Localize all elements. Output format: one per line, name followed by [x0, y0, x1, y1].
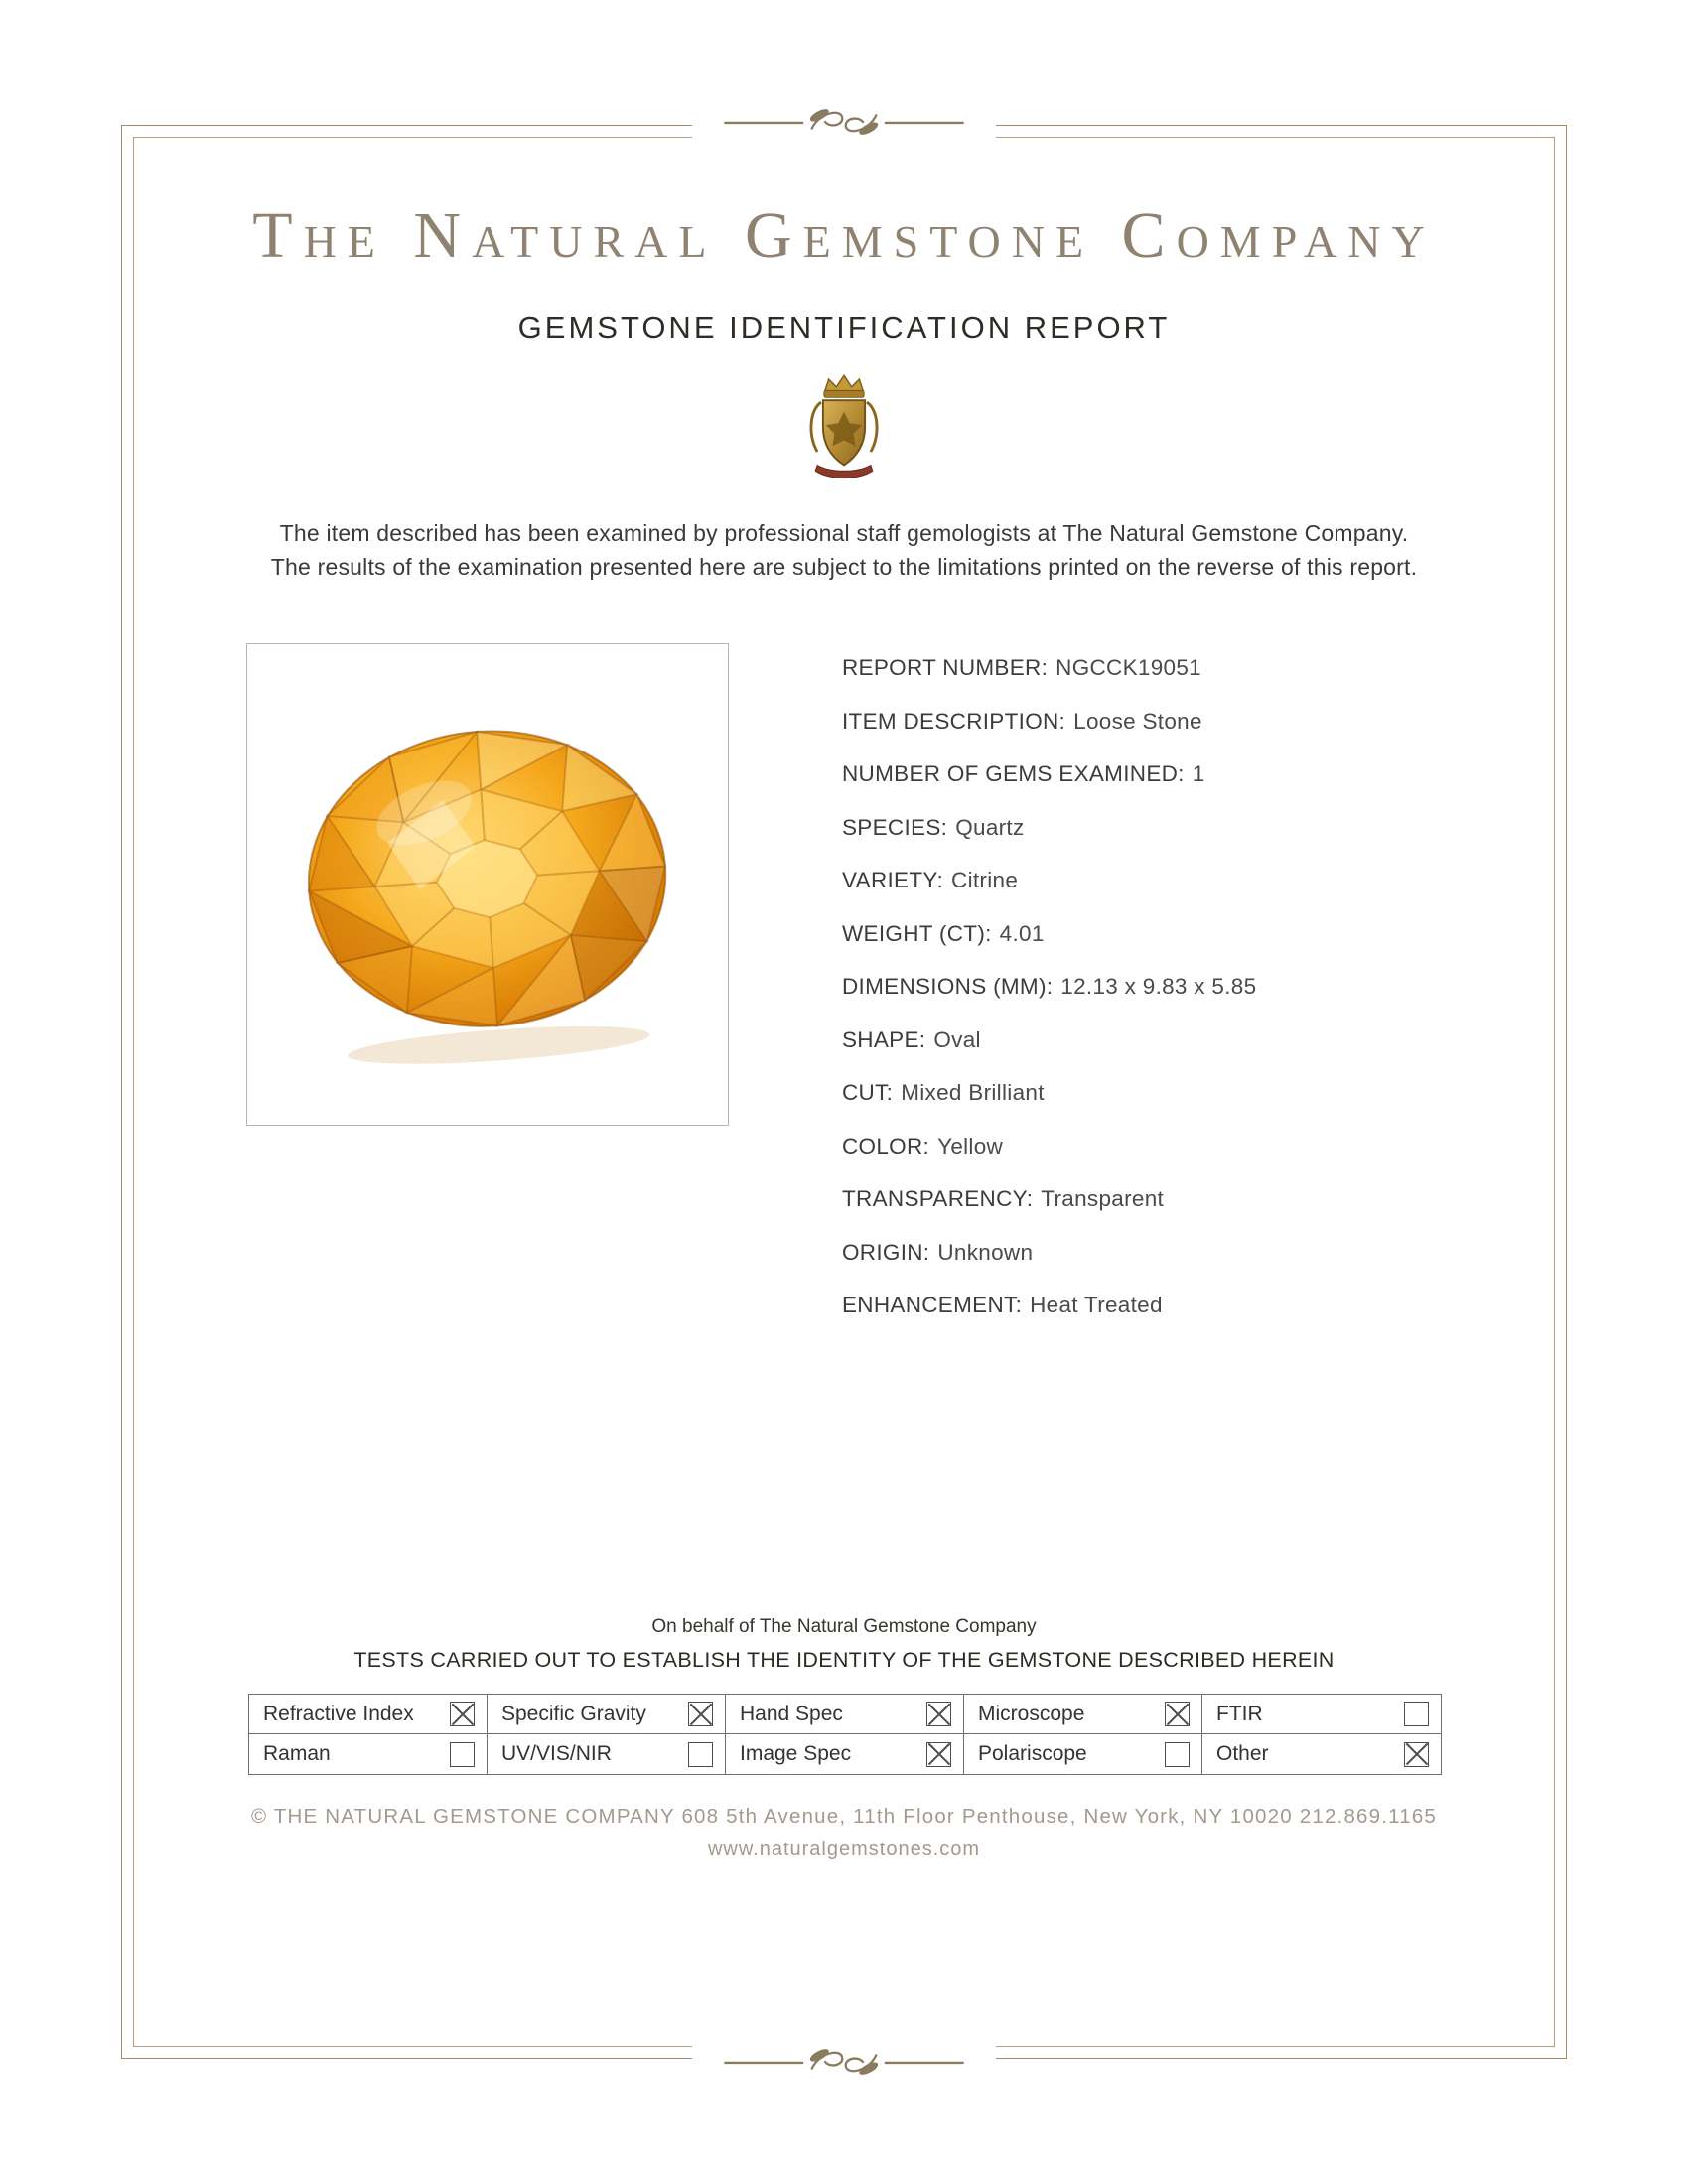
field-label: VARIETY:	[842, 868, 944, 892]
field-label: CUT:	[842, 1080, 894, 1105]
field-value: Heat Treated	[1030, 1293, 1163, 1317]
test-checkbox	[688, 1742, 713, 1767]
field-value: Oval	[933, 1026, 981, 1052]
intro-line-1: The item described has been examined by professional staff gemologists at The Natural Gemstone Company.	[279, 520, 1409, 546]
test-checkbox	[450, 1702, 475, 1726]
field-value: Unknown	[937, 1239, 1034, 1265]
field-label: REPORT NUMBER:	[842, 655, 1049, 680]
field-dimensions	[842, 976, 1537, 999]
test-label: Image Spec	[740, 1742, 852, 1765]
test-label: Polariscope	[978, 1742, 1087, 1765]
test-checkbox	[926, 1702, 951, 1726]
company-crest-icon	[0, 371, 1688, 486]
test-label: Refractive Index	[263, 1702, 414, 1725]
intro-paragraph	[149, 516, 1539, 584]
field-label: ORIGIN:	[842, 1239, 930, 1265]
gemstone-photo	[246, 643, 729, 1126]
test-label: Microscope	[978, 1702, 1085, 1725]
field-color	[842, 1133, 1537, 1159]
citrine-gem-image	[262, 685, 714, 1083]
test-label: FTIR	[1216, 1702, 1263, 1725]
test-checkbox	[688, 1702, 713, 1726]
test-checkbox	[450, 1742, 475, 1767]
top-flourish-ornament-icon	[692, 103, 996, 141]
field-shape	[842, 1026, 1537, 1052]
test-checkbox	[926, 1742, 951, 1767]
tests-heading: TESTS CARRIED OUT TO ESTABLISH THE IDENTITY OF THE GEMSTONE DESCRIBED HEREIN	[353, 1648, 1335, 1672]
company-name-title: The Natural Gemstone Company	[252, 200, 1436, 272]
field-enhancement	[842, 1295, 1537, 1317]
field-cut	[842, 1082, 1537, 1105]
test-checkbox	[1165, 1702, 1190, 1726]
test-checkbox	[1404, 1702, 1429, 1726]
report-fields	[842, 657, 1537, 1348]
field-label: NUMBER OF GEMS EXAMINED:	[842, 761, 1185, 786]
field-value: Transparent	[1041, 1186, 1165, 1211]
test-label: Hand Spec	[740, 1702, 843, 1725]
test-specific-gravity	[488, 1695, 726, 1734]
test-uv-vis-nir	[488, 1734, 726, 1774]
test-refractive-index	[249, 1695, 488, 1734]
field-label: ENHANCEMENT:	[842, 1293, 1023, 1317]
test-hand-spec	[726, 1695, 964, 1734]
test-polariscope	[964, 1734, 1202, 1774]
test-label: UV/VIS/NIR	[501, 1742, 612, 1765]
test-ftir	[1202, 1695, 1441, 1734]
test-image-spec	[726, 1734, 964, 1774]
flourish-icon	[720, 2043, 968, 2081]
test-microscope	[964, 1695, 1202, 1734]
tests-table	[248, 1694, 1442, 1775]
test-raman	[249, 1734, 488, 1774]
field-report-number	[842, 657, 1537, 680]
field-label: TRANSPARENCY:	[842, 1186, 1034, 1211]
on-behalf-text: On behalf of The Natural Gemstone Company	[651, 1616, 1037, 1637]
field-number-of-gems	[842, 763, 1537, 786]
test-other	[1202, 1734, 1441, 1774]
field-value: 1	[1192, 761, 1205, 786]
field-weight	[842, 920, 1537, 946]
footer-address: © THE NATURAL GEMSTONE COMPANY 608 5th Avenue, 11th Floor Penthouse, New York, NY 10020 212.869.1165	[250, 1805, 1438, 1828]
field-label: ITEM DESCRIPTION:	[842, 708, 1066, 734]
field-value: 12.13 x 9.83 x 5.85	[1060, 974, 1257, 999]
field-value: 4.01	[999, 920, 1045, 946]
field-value: Yellow	[937, 1133, 1004, 1159]
test-checkbox	[1404, 1742, 1429, 1767]
test-label: Other	[1216, 1742, 1269, 1765]
intro-line-2: The results of the examination presented here are subject to the limitations printed on the reverse of this report.	[270, 554, 1418, 580]
field-species	[842, 814, 1537, 840]
field-value: Quartz	[955, 814, 1025, 840]
field-label: COLOR:	[842, 1133, 930, 1159]
field-value: Citrine	[951, 868, 1019, 892]
field-value: Loose Stone	[1073, 708, 1202, 734]
test-label: Raman	[263, 1742, 331, 1765]
flourish-icon	[720, 103, 968, 141]
field-variety	[842, 870, 1537, 892]
field-label: SHAPE:	[842, 1026, 926, 1052]
field-label: SPECIES:	[842, 814, 948, 840]
field-label: WEIGHT (CT):	[842, 920, 992, 946]
report-title: GEMSTONE IDENTIFICATION REPORT	[517, 310, 1171, 344]
footer-website: www.naturalgemstones.com	[707, 1839, 981, 1860]
field-value: NGCCK19051	[1055, 655, 1201, 680]
field-item-description	[842, 708, 1537, 734]
test-label: Specific Gravity	[501, 1702, 646, 1725]
field-origin	[842, 1239, 1537, 1265]
test-checkbox	[1165, 1742, 1190, 1767]
field-value: Mixed Brilliant	[901, 1080, 1045, 1105]
bottom-flourish-ornament-icon	[692, 2043, 996, 2081]
field-label: DIMENSIONS (MM):	[842, 974, 1054, 999]
field-transparency	[842, 1188, 1537, 1211]
